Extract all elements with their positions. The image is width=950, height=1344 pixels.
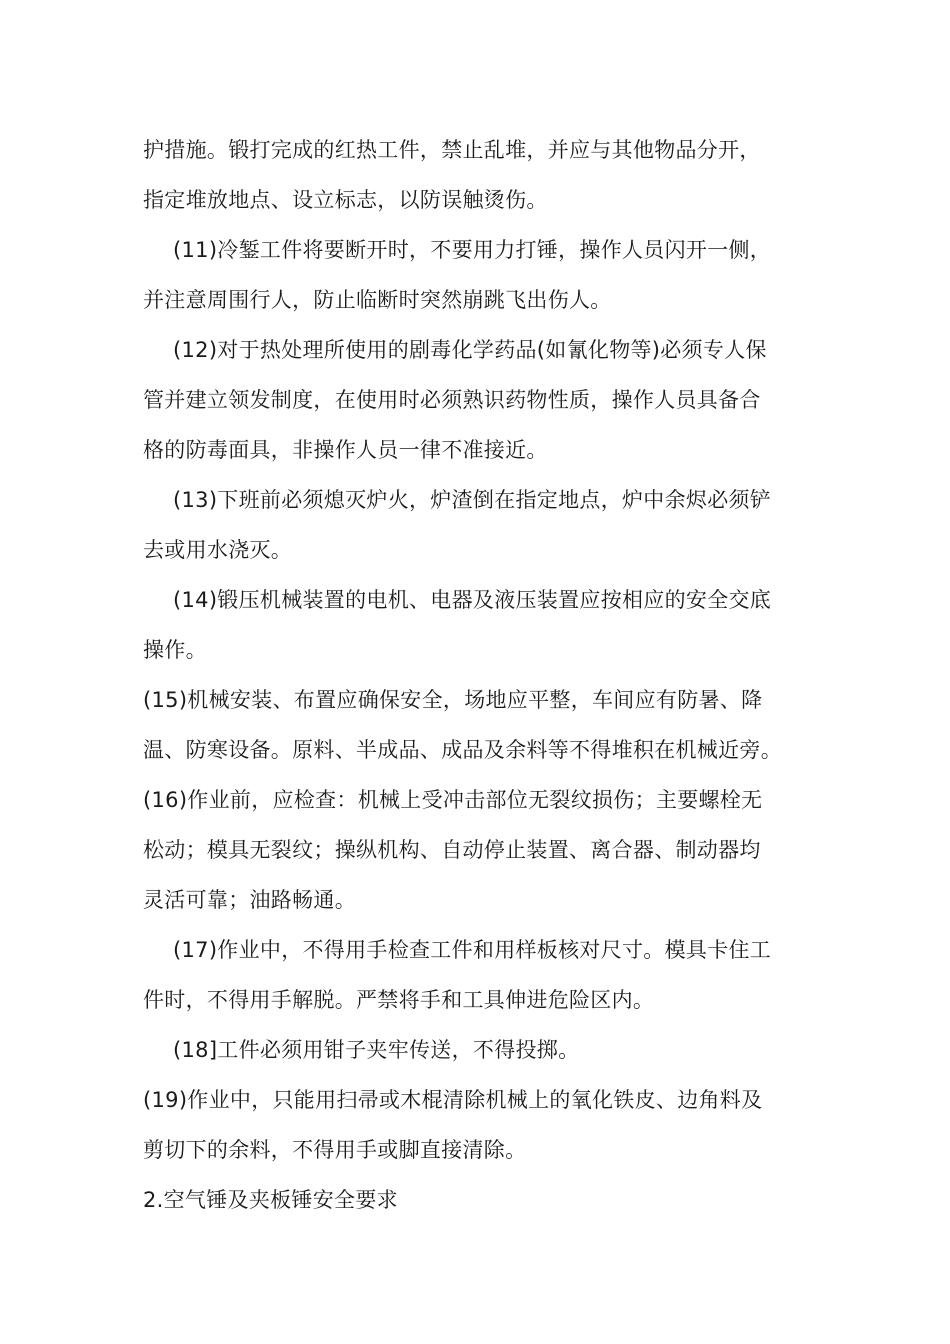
text-line-2: 指定堆放地点、设立标志，以防误触烫伤。 — [143, 188, 548, 212]
paragraph-15-line-1: (15)机械安装、布置应确保安全，场地应平整，车间应有防暑、降 — [143, 688, 763, 712]
paragraph-14-line-1: (14)锻压机械装置的电机、电器及液压装置应按相应的安全交底 — [173, 588, 772, 612]
paragraph-18-line-1: (18]工件必须用钳子夹牢传送，不得投掷。 — [173, 1038, 580, 1062]
paragraph-11-line-2: 并注意周围行人，防止临断时突然崩跳飞出伤人。 — [143, 288, 612, 312]
paragraph-17-line-2: 件时，不得用手解脱。严禁将手和工具伸进危险区内。 — [143, 988, 655, 1012]
paragraph-14-line-2: 操作。 — [143, 638, 207, 662]
paragraph-16-line-1: (16)作业前，应检查：机械上受冲击部位无裂纹损伤；主要螺栓无 — [143, 788, 763, 812]
paragraph-17-line-1: (17)作业中，不得用手检查工件和用样板核对尺寸。模具卡住工 — [173, 938, 772, 962]
paragraph-19-line-1: (19)作业中，只能用扫帚或木棍清除机械上的氧化铁皮、边角料及 — [143, 1088, 763, 1112]
paragraph-12-line-3: 格的防毒面具，非操作人员一律不准接近。 — [143, 438, 548, 462]
paragraph-13-line-1: (13)下班前必须熄灭炉火，炉渣倒在指定地点，炉中余烬必须铲 — [173, 488, 772, 512]
paragraph-16-line-3: 灵活可靠；油路畅通。 — [143, 888, 356, 912]
paragraph-19-line-2: 剪切下的余料，不得用手或脚直接清除。 — [143, 1138, 527, 1162]
paragraph-12-line-2: 管并建立领发制度，在使用时必须熟识药物性质，操作人员具备合 — [143, 388, 761, 412]
paragraph-11-line-1: (11)冷錾工件将要断开时，不要用力打锤，操作人员闪开一侧， — [173, 238, 772, 262]
paragraph-12-line-1: (12)对于热处理所使用的剧毒化学药品(如氰化物等)必须专人保 — [173, 338, 767, 362]
paragraph-13-line-2: 去或用水浇灭。 — [143, 538, 293, 562]
text-line-1: 护措施。锻打完成的红热工件，禁止乱堆，并应与其他物品分开， — [143, 138, 761, 162]
section-heading-2: 2.空气锤及夹板锤安全要求 — [143, 1188, 398, 1212]
paragraph-15-line-2: 温、防寒设备。原料、半成品、成品及余料等不得堆积在机械近旁。 — [143, 738, 782, 762]
paragraph-16-line-2: 松动；模具无裂纹；操纵机构、自动停止装置、离合器、制动器均 — [143, 838, 761, 862]
